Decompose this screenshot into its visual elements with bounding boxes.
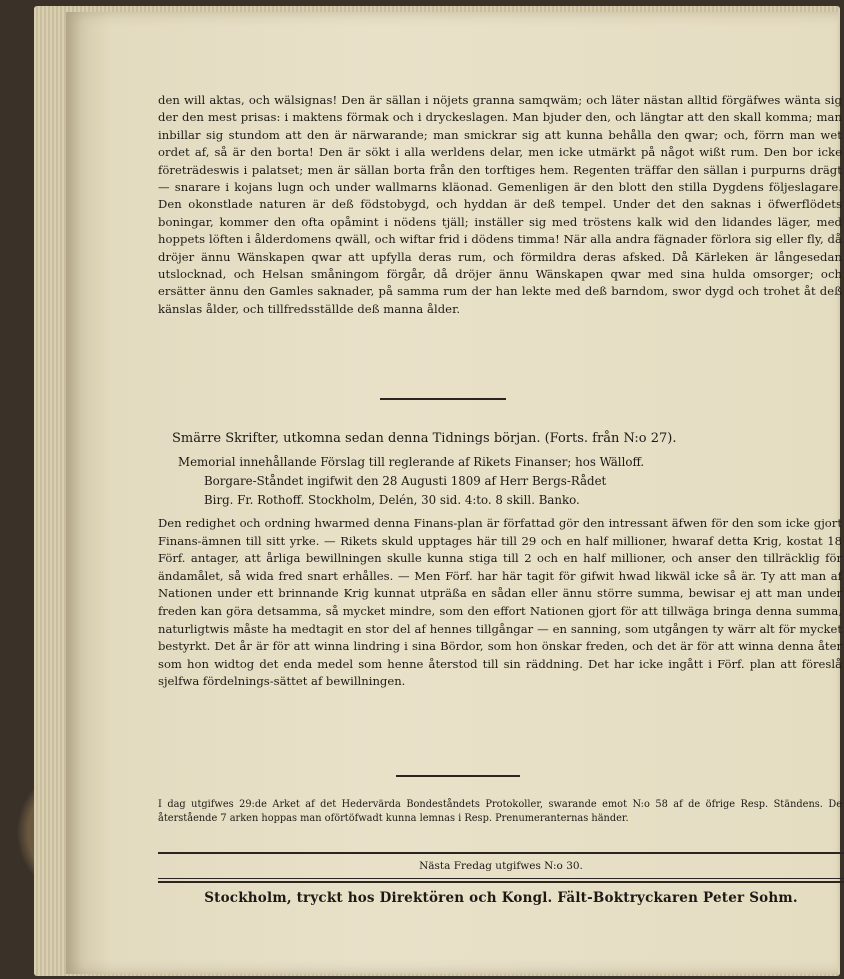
- memorial-line-1: Memorial innehållande Förslag till reglerande af Rikets Finanser; hos Wälloff.: [178, 455, 645, 469]
- book-page: [66, 12, 842, 974]
- next-issue-notice: Nästa Fredag utgifwes N:o 30.: [419, 860, 583, 872]
- section-heading: Smärre Skrifter, utkomna sedan denna Tidnings början. (Forts. från N:o 27).: [172, 431, 677, 446]
- footnote: I dag utgifwes 29:de Arket af det Hedervärda Bondeståndets Protokoller, swarande emot N:o 58 af de öfrige Resp. Ständens. De återstående 7 arken hoppas man oförtöfwadt kunna lemnas i Resp. Prenumeranternas händer.: [158, 799, 842, 824]
- footer-rule-3: [158, 881, 844, 883]
- text-area: [158, 92, 842, 318]
- footer-rule-2: [158, 878, 844, 879]
- printer-imprint: Stockholm, tryckt hos Direktören och Kongl. Fält-Boktryckaren Peter Sohm.: [204, 890, 798, 906]
- review-paragraph: Den redighet och ordning hwarmed denna Finans-plan är författad gör den intressant äfwen för den som icke gjort Finans-ämnen till sitt yrke. — Rikets skuld upptages här till 29 och en half millioner, hwaraf detta Krig, kostat 18 Förf. antager, att årliga bewillningen skulle kunna stiga till 2 och en half millioner, och anser den tillräcklig för ändamålet, så wida fred snart erhålles. — Men Förf. har här tagit för gifwit hwad likwäl icke så är. Ty att man af Nationen under ett brinnande Krig kunnat utpräßa en sådan eller ännu större summa, bewisar ej att man under freden kan göra detsamma, så mycket mindre, som den effort Nationen gjort för att tillwäga bringa denna summa, naturligtwis måste ha medtagit en stor del af hennes tillgångar — en sanning, som utgången ty wärr alt för mycket bestyrkt. Det år är för att winna lindring i sina Bördor, som hon önskar freden, och det är för att winna denna åter som hon widtog det enda medel som henne återstod till sin räddning. Det har icke ingått i Förf. plan att föreslå sjelfwa fördelnings-sättet af bewillningen.: [158, 516, 842, 689]
- divider-rule-1: [380, 398, 506, 400]
- divider-rule-2: [396, 775, 520, 777]
- footer-rule-1: [158, 852, 844, 854]
- memorial-line-3: Birg. Fr. Rothoff. Stockholm, Delén, 30 sid. 4:to. 8 skill. Banko.: [204, 493, 580, 507]
- memorial-line-2: Borgare-Ståndet ingifwit den 28 Augusti 1809 af Herr Bergs-Rådet: [204, 474, 607, 488]
- opening-paragraph: den will aktas, och wälsignas! Den är sällan i nöjets granna samqwäm; och läter nästan alltid förgäfwes wänta sig der den mest prisas: i maktens förmak och i dryckeslagen. Man bjuder den, och längtar att den skall komma; man inbillar sig stundom att den är närwarande; man smickrar sig att kunna behålla den qwar; och, förrn man wet ordet af, så är den borta! Den är sökt i alla werldens delar, men icke utmärkt på något wißt rum. Den bor icke företrädeswis i palatset; men är sällan borta från den torftiges hem. Regenten träffar den sällan i purpurns drägt — snarare i kojans lugn och under wallmarns kläonad. Gemenligen är den blott den stilla Dygdens följeslagare. Den okonstlade naturen är deß födstobygd, och hyddan är deß tempel. Under det den saknas i öfwerflödets boningar, kommer den ofta opåmint i nödens tjäll; inställer sig med tröstens kalk wid den lidandes läger, med hoppets löften i ålderdomens qwäll, och wiftar frid i dödens timma! När alla andra fägnader förlora sig eller fly, då dröjer ännu Wänskapen qwar att upfylla deras rum, och förmildra deras afsked. Då Kärleken är långesedan utslocknad, och Helsan småningom förgår, då dröjer ännu Wänskapen qwar med sina hulda omsorger; och ersätter ännu den Gamles saknader, på samma rum der han lekte med deß barndom, swor dygd och trohet åt deß känslas ålder, och tillfredsställde deß manna ålder.: [158, 93, 842, 316]
- memorial-title: [178, 453, 778, 510]
